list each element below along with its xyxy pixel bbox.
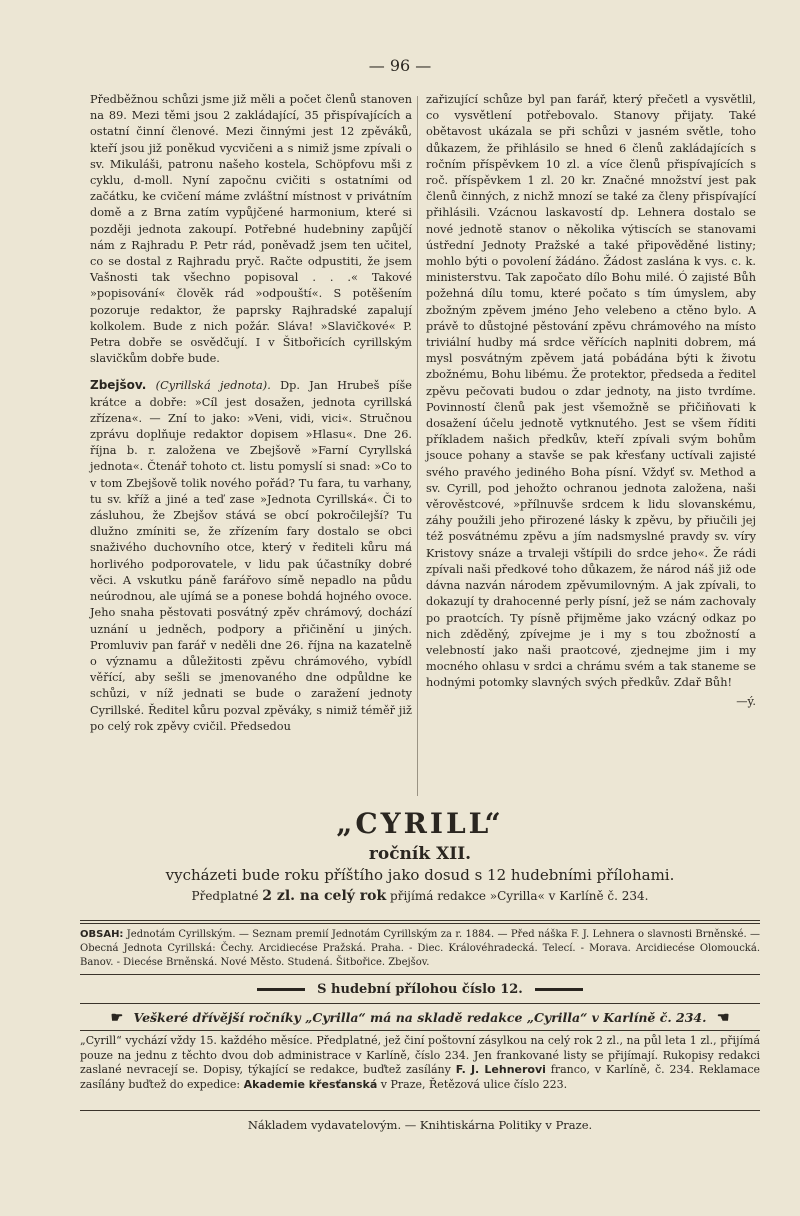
subscription-info: [80, 1034, 760, 1092]
back-issues-note: [80, 1010, 760, 1026]
left-paragraph-1: Předběžnou schůzi jsme již měli a počet členů stanoven na 89. Mezi těmi jsou 2 zakládající, 35 přispívajících a ostatní činní členové. Mezi činnými jest 12 zpěváků, kteří jsou již poněkud vycvičeni a s nimiž jsme zpívali o sv. Mikuláši, patronu našeho kostela, Schöpfovu mši z cyklu, d-moll. Nyní započnu cvičiti s ostatními od začátku, ke cvičení máme zvláštní místnost v privátním domě a z Brna zatím vypůjčené harmonium, které si později jednota zakoupí. Potřebné hudebniny zapůjčí nám z Rajhradu P. Petr rád, poněvadž jsem ten učitel, co se dostal z Rajhradu pryč. Račte odpustiti, že jsem Vašnosti tak všechno popisoval . . .« Takové »popisování« člověk rád »odpouští«. S potěšením pozoruje redaktor, že paprsky Rajhradské zapalují kolkolem. Bude z nich požár. Sláva! »Slavičkové« P. Petra dobře se osvědčují. I v Šitbořicích cyrillským slavičkům dobře bude.: [90, 93, 412, 366]
subscription-text-1: „Cyrill“ vychází vždy 15. každého měsíce. Předplatné, jež činí poštovní zásylkou na celý rok 2 zl., na půl leta 1 zl., přijímá pouze na jednu z těchto dvou dob administrace v Karlíně, číslo 234. Jen frankované listy se přijímají. Rukopisy redakci zaslané nevracejí se. Dopisy, týkající se redakce, buďtež zasílány: [80, 1034, 760, 1076]
divider-rule: [80, 1030, 760, 1031]
volume-label: ročník XII.: [368, 844, 472, 864]
subscription-text-2: franco, v Karlíně, č. 234. Reklamace zasílány buďtež do expedice:: [80, 1063, 761, 1091]
article-heading: Zbejšov.: [90, 378, 147, 393]
supplement-text: S hudební přílohou číslo 12.: [317, 982, 523, 997]
pointing-hand-icon: ☚: [716, 1010, 730, 1026]
publication-note: vycházeti bude roku příštího jako dosud s 12 hudebními přílohami.: [165, 866, 675, 884]
price-amount: 2 zl. na celý rok: [262, 888, 387, 904]
page-number: — 96 —: [368, 56, 432, 75]
zbejsov-article: [90, 377, 412, 734]
left-paragraph-2: Dp. Jan Hrubeš píše krátce a dobře: »Cíl jest dosažen, jednota cyrillská zřízena«. — Zní to jako: »Veni, vidi, vici«. Stručnou zprávu doplňuje redaktor dopisem »Hlasu«. Dne 26. října b. r. založena ve Zbejšově »Farní Cyryllská jednota«. Čtenář tohoto ct. listu pomyslí si snad: »Co to v tom Zbejšově tolik nového pořád? Tu fara, tu varhany, tu sv. kříž a jiné a teď zase »Jednota Cyrillská«. Či to zásluhou, že Zbejšov stává se obcí pokročilejší? Tu dlužno zmíniti se, že zřízením fary dostalo se obci snaživého duchovního otce, který v řediteli kůru má horlivého podporovatele, v lidu pak účastníky dobré věci. A vskutku páně farářovo símě nepadlo na půdu neúrodnou, ale ujímá se a ponese bohdá hojného ovoce. Jeho snaha pěstovati posvátný zpěv chrámový, dochází uznání u jedněch, podpory a přičinění u jiných. Promluviv pan farář v neděli dne 26. října na kazatelně o významu a důležitosti zpěvu chrámového, vybídl věřící, aby sešli se jmenovaného dne odpůldne ke schůzi, v níž jednati se bude o zaražení jednoty Cyrillské. Ředitel kůru pozval zpěváky, s nimiž téměř již po celý rok zpěvy cvičil. Předsedou: [90, 379, 412, 733]
divider-rule: [80, 923, 760, 924]
table-of-contents: [80, 928, 760, 970]
imprint: Nákladem vydavatelovým. — Knihtiskárna Politiky v Praze.: [247, 1118, 593, 1132]
divider-rule: [80, 974, 760, 975]
contents-label: OBSAH:: [80, 929, 124, 940]
divider-rule: [80, 1003, 760, 1004]
price-suffix: přijímá redakce »Cyrilla« v Karlíně č. 234.: [390, 889, 649, 903]
music-supplement-note: [80, 982, 760, 997]
decorative-bar: [535, 988, 583, 991]
divider-rule: [80, 920, 760, 921]
article-signature: —ý.: [736, 694, 756, 708]
masthead: [80, 808, 760, 904]
editor-name: F. J. Lehnerovi: [455, 1063, 546, 1076]
article-subheading: (Cyrillská jednota).: [155, 379, 271, 393]
publisher-name: Akademie křesťanská: [243, 1077, 378, 1091]
right-column: [426, 92, 756, 710]
column-divider: [417, 96, 418, 796]
subscription-text-3: v Praze, Řetězová ulice číslo 223.: [380, 1077, 568, 1091]
pointing-hand-icon: ☛: [110, 1010, 124, 1026]
left-column: [90, 92, 412, 735]
decorative-bar: [257, 988, 305, 991]
divider-rule: [80, 1110, 760, 1111]
price-line: [80, 888, 760, 904]
right-paragraph: zařizující schůze byl pan farář, který přečetl a vysvětlil, co vysvětlení potřebovalo. Stanovy přijaty. Také obětavost ukázala se při schůzi v jasném světle, toho důkazem, že přihlásilo se hned 6 členů zakládajících s ročním příspěvkem 10 zl. a více členů přispívajících s roč. příspěvkem 1 zl. 20 kr. Značné množství jest pak členů činných, z nichž mnozí se také za členy přispívající přihlásili. Vzácnou laskavostí dp. Lehnera dostalo se nové jednotě stanov o několika výtiscích se stanovami ústřední Jednoty Pražské a také připověděné listiny; mohlo býti o povolení žádáno. Žádost zaslána k vys. c. k. ministerstvu. Tak započato dílo Bohu milé. Ó zajisté Bůh požehná dílu tomu, které počato s tím úmyslem, aby zbožným zpěvem jméno Jeho velebeno a ctěno bylo. A právě to důstojné pěstování zpěvu chrámového na místo triviální hudby má srdce věřících naplniti dobrem, má mysl posvátným zpěvem jatá pobádána býti k životu zbožnému, Bohu libému. Že protektor, předseda a ředitel zpěvu pečovati budou o zdar jednoty, na jisto tvrdíme. Povinností členů pak jest všemožně se přičiňovati k dosažení účelu jednotě vytknutého. Jest se všem říditi příkladem našich předkův, kteří zpívali svým bohům jsouce pohany a stavše se pak křesťany uctívali zajisté svého pravého jediného Boha písní. Vždyť sv. Method a sv. Cyrill, pod jehožto ochranou jednota založena, naši věrověstcové, »přílnuvše srdcem k lidu slovanskému, záhy použili jeho přirozené lásky k zpěvu, by přiučili jej též posvátnému zpěvu a jím nadsmyslné pravdy sv. víry Kristovy snáze a trvaleji vštípili do srdce jeho«. Že rádi zpívali naši předkové toho důkazem, že národ náš již ode dávna nazván národem zpěvumilovným. A jak zpívali, to dokazují ty drahocenné perly písní, jež se nám zachovaly po praotcích. Ty písně přijměme jako vzácný odkaz po nich zděděný, zpívejme je i my s tou zbožností a velebností jako naši praotcové, zjednejme jim i my mocného ohlasu v srdci a chrámu svém a tak staneme se hodnými potomky slavných svých předkův. Zdař Bůh!: [426, 93, 756, 690]
price-prefix: Předplatné: [191, 889, 259, 903]
back-issues-text: Veškeré dřívější ročníky „Cyrilla“ má na skladě redakce „Cyrilla“ v Karlíně č. 234.: [133, 1010, 707, 1025]
contents-text: Jednotám Cyrillským. — Seznam premií Jednotám Cyrillským za r. 1884. — Před náška F. J. Lehnera o slavnosti Brněnské. — Obecná Jednota Cyrillská: Čechy. Arcidiecése Pražská. Praha. - Diec. Královéhradecká. Telecí. - Morava. Arcidiecése Olomoucká. Banov. - Diecése Brněnská. Nové Město. Studená. Šitbořice. Zbejšov.: [80, 929, 760, 968]
journal-title: „CYRILL“: [336, 807, 504, 840]
